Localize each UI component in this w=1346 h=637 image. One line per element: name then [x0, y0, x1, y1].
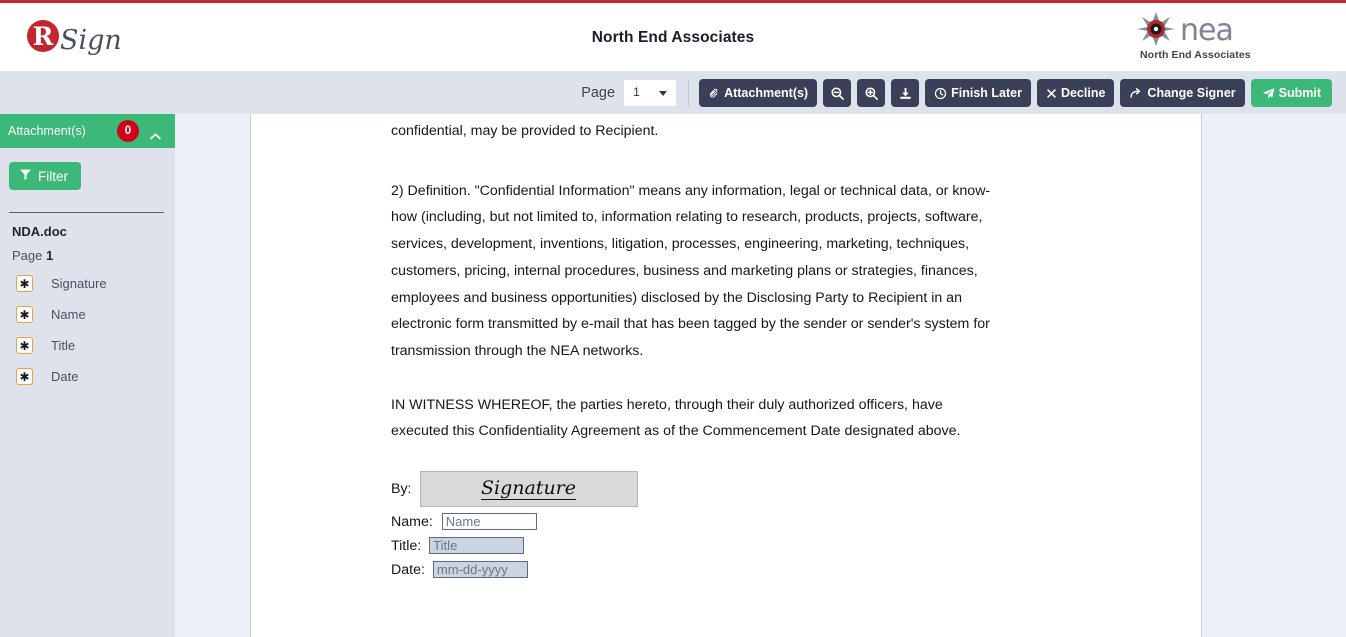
download-button[interactable]: [891, 79, 919, 107]
title-row: [391, 537, 1071, 554]
paperclip-icon: [708, 87, 720, 99]
attachments-panel-header[interactable]: [0, 114, 175, 148]
sidebar-field-title[interactable]: [0, 330, 175, 361]
submit-button[interactable]: [1251, 79, 1332, 107]
document-line: 2) Definition. "Confidential Information" means any information, legal or technical data, or know-: [391, 182, 991, 199]
signing-form: [391, 471, 1071, 578]
required-star-icon: ✱: [16, 275, 33, 292]
sidebar-field-label: Name: [51, 307, 86, 322]
field-list: [0, 268, 175, 392]
svg-text:R: R: [32, 22, 54, 51]
paragraph-spacer: [391, 365, 1071, 392]
document-name: NDA.doc: [12, 224, 67, 239]
attachments-sidebar: [0, 114, 175, 637]
date-label: Date:: [391, 561, 425, 578]
decline-button[interactable]: [1037, 79, 1114, 107]
attachments-button-label: Attachment(s): [724, 86, 809, 100]
sidebar-field-name[interactable]: [0, 299, 175, 330]
document-line: transmission through the NEA networks.: [391, 342, 644, 359]
document-toolbar: [0, 72, 1346, 114]
title-input[interactable]: [429, 537, 524, 554]
required-star-icon: ✱: [16, 306, 33, 323]
chevron-up-icon[interactable]: [150, 127, 161, 134]
document-viewer[interactable]: [175, 114, 1346, 637]
attachments-button[interactable]: [699, 79, 817, 107]
document-line: electronic form transmitted by e-mail that has been tagged by the sender or sender's system for: [391, 316, 990, 333]
app-header: [0, 3, 1346, 72]
sidebar-page-number: 1: [46, 248, 54, 263]
sidebar-page-indicator: [12, 248, 53, 263]
page-select-value: 1: [633, 85, 640, 99]
zoom-out-icon: [830, 86, 845, 101]
funnel-icon: [19, 168, 32, 184]
clock-icon: [934, 87, 947, 100]
sidebar-field-date[interactable]: [0, 361, 175, 392]
name-input[interactable]: [442, 513, 537, 530]
chevron-down-icon: [659, 91, 667, 96]
date-input[interactable]: [433, 561, 528, 578]
zoom-out-button[interactable]: [823, 79, 851, 107]
attachments-count-badge: 0: [117, 120, 139, 142]
sidebar-field-label: Date: [51, 369, 79, 384]
document-page: [250, 114, 1202, 637]
signature-row: [391, 471, 1071, 507]
document-line: how (including, but not limited to, information relating to research, products, projects, software,: [391, 209, 983, 226]
download-icon: [898, 86, 913, 101]
send-plane-icon: [1262, 87, 1275, 100]
zoom-in-button[interactable]: [857, 79, 885, 107]
share-arrow-icon: [1129, 87, 1143, 100]
sidebar-field-signature[interactable]: [0, 268, 175, 299]
nea-logo: [1128, 11, 1288, 67]
signature-value: Signature: [480, 476, 577, 499]
change-signer-button[interactable]: [1120, 79, 1244, 107]
decline-label: Decline: [1060, 86, 1106, 100]
sidebar-field-label: Title: [51, 338, 76, 353]
document-line: employees and business opportunities) disclosed by the Disclosing Party to Recipient in an: [391, 289, 962, 306]
document-line: services, development, inventions, litigation, processes, engineering, marketing, techniques,: [391, 236, 970, 253]
page-select[interactable]: [624, 80, 676, 106]
svg-text:Sign: Sign: [60, 25, 122, 56]
sidebar-divider: [9, 212, 164, 213]
title-label: Title:: [391, 537, 422, 554]
close-icon: [1046, 88, 1057, 99]
document-line: IN WITNESS WHEREOF, the parties hereto, through their duly authorized officers, have: [391, 396, 943, 413]
by-label: By:: [391, 481, 412, 498]
zoom-in-icon: [864, 86, 879, 101]
attachments-panel-title: Attachment(s): [8, 124, 86, 138]
page-label: Page: [581, 85, 616, 101]
nea-tagline: North End Associates: [1140, 49, 1251, 61]
paragraph-spacer: [391, 145, 1071, 178]
document-line: executed this Confidentiality Agreement as of the Commencement Date designated above.: [391, 423, 961, 440]
required-star-icon: ✱: [16, 337, 33, 354]
submit-label: Submit: [1278, 86, 1321, 100]
nea-wordmark: nea: [1180, 13, 1233, 48]
signature-field[interactable]: [420, 471, 638, 507]
finish-later-label: Finish Later: [951, 86, 1022, 100]
document-line: confidential, may be provided to Recipient.: [391, 123, 659, 139]
sidebar-page-word: Page: [12, 248, 43, 263]
toolbar-divider: [688, 79, 689, 107]
change-signer-label: Change Signer: [1147, 86, 1236, 100]
document-line: customers, pricing, internal procedures, business and marketing plans or strategies, finances,: [391, 262, 978, 279]
name-label: Name:: [391, 513, 433, 530]
filter-button[interactable]: [9, 162, 81, 190]
sidebar-field-label: Signature: [51, 276, 107, 291]
name-row: [391, 513, 1071, 530]
page-title: North End Associates: [591, 29, 755, 46]
date-row: [391, 561, 1071, 578]
filter-label: Filter: [38, 168, 68, 184]
document-text: [391, 114, 1071, 578]
finish-later-button[interactable]: [925, 79, 1031, 107]
required-star-icon: ✱: [16, 368, 33, 385]
